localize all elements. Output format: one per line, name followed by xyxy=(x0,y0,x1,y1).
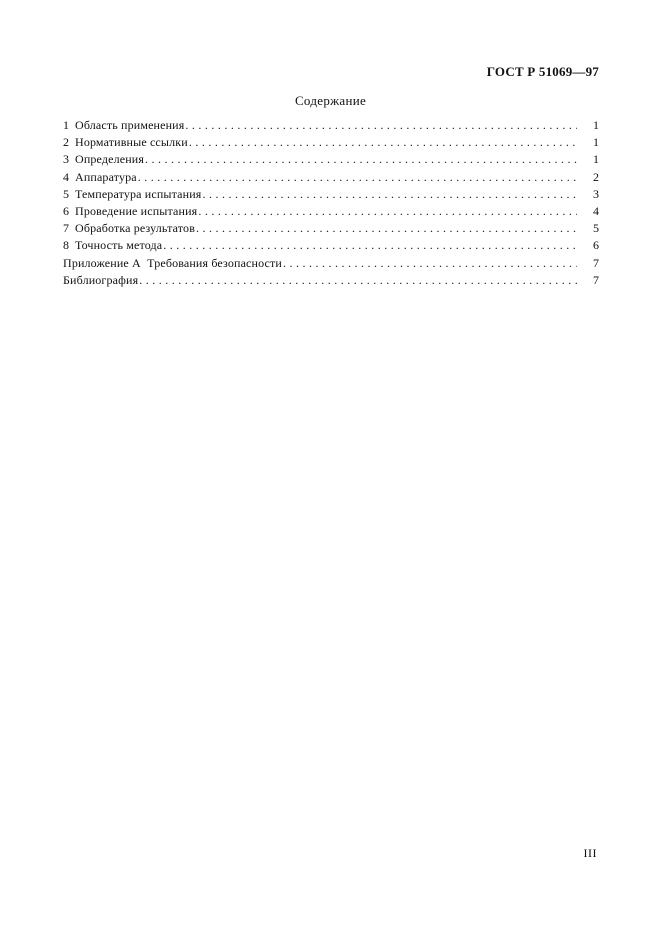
toc-entry-number: 2 xyxy=(63,135,69,150)
toc-heading: Содержание xyxy=(294,93,367,108)
toc-entry-title: Точность метода xyxy=(75,238,163,253)
toc-dot-leader xyxy=(185,117,577,134)
toc-entry-number: 6 xyxy=(63,203,69,218)
toc-list xyxy=(63,117,599,289)
toc-entry[interactable] xyxy=(63,203,599,220)
toc-entry-page: 2 xyxy=(593,169,599,184)
toc-dot-leader xyxy=(189,134,577,151)
toc-entry-title: Область применения xyxy=(75,118,185,132)
toc-entry-page: 1 xyxy=(593,135,599,150)
toc-entry[interactable] xyxy=(63,151,599,168)
toc-entry[interactable] xyxy=(63,117,599,134)
toc-dot-leader xyxy=(198,203,577,220)
toc-entry-title: Температура испытания xyxy=(75,186,202,201)
toc-entry-page: 3 xyxy=(593,186,599,201)
toc-dot-leader xyxy=(283,255,577,272)
toc-dot-leader xyxy=(145,151,577,168)
toc-entry-title: Приложение А Требования безопасности xyxy=(63,255,283,270)
toc-dot-leader xyxy=(202,186,577,203)
toc-entry-title: Обработка результатов xyxy=(75,221,196,236)
toc-entry-appendix[interactable] xyxy=(63,255,599,272)
toc-entry-page: 7 xyxy=(593,272,599,287)
toc-entry-title: Проведение испытания xyxy=(75,203,198,218)
toc-entry-number: 5 xyxy=(63,186,69,201)
toc-entry[interactable] xyxy=(63,220,599,237)
toc-entry-bibliography[interactable] xyxy=(63,272,599,289)
toc-entry-number: 7 xyxy=(63,221,69,236)
toc-entry-page: 7 xyxy=(593,255,599,270)
toc-entry[interactable] xyxy=(63,237,599,254)
toc-entry-number: 4 xyxy=(63,169,69,184)
toc-entry[interactable] xyxy=(63,134,599,151)
toc-entry-title: Определения xyxy=(75,152,145,167)
toc-entry-title: Библиография xyxy=(63,272,139,287)
page-number: III xyxy=(583,846,597,860)
toc-dot-leader xyxy=(163,237,577,254)
toc-entry-title: Нормативные ссылки xyxy=(75,135,188,150)
toc-entry-number: 3 xyxy=(63,152,69,167)
toc-entry-title: Аппаратура xyxy=(75,169,137,184)
toc-entry[interactable] xyxy=(63,186,599,203)
toc-dot-leader xyxy=(139,272,577,289)
toc-entry-page: 4 xyxy=(593,203,599,218)
toc-dot-leader xyxy=(138,169,577,186)
toc-entry-number: 1 xyxy=(63,118,69,132)
document-code: ГОСТ Р 51069—97 xyxy=(486,64,599,79)
toc-entry[interactable] xyxy=(63,169,599,186)
toc-entry-page: 1 xyxy=(593,118,599,132)
toc-entry-number: 8 xyxy=(63,238,69,253)
toc-entry-page: 6 xyxy=(593,238,599,253)
toc-entry-page: 5 xyxy=(593,221,599,236)
toc-entry-page: 1 xyxy=(593,152,599,167)
toc-dot-leader xyxy=(196,220,577,237)
